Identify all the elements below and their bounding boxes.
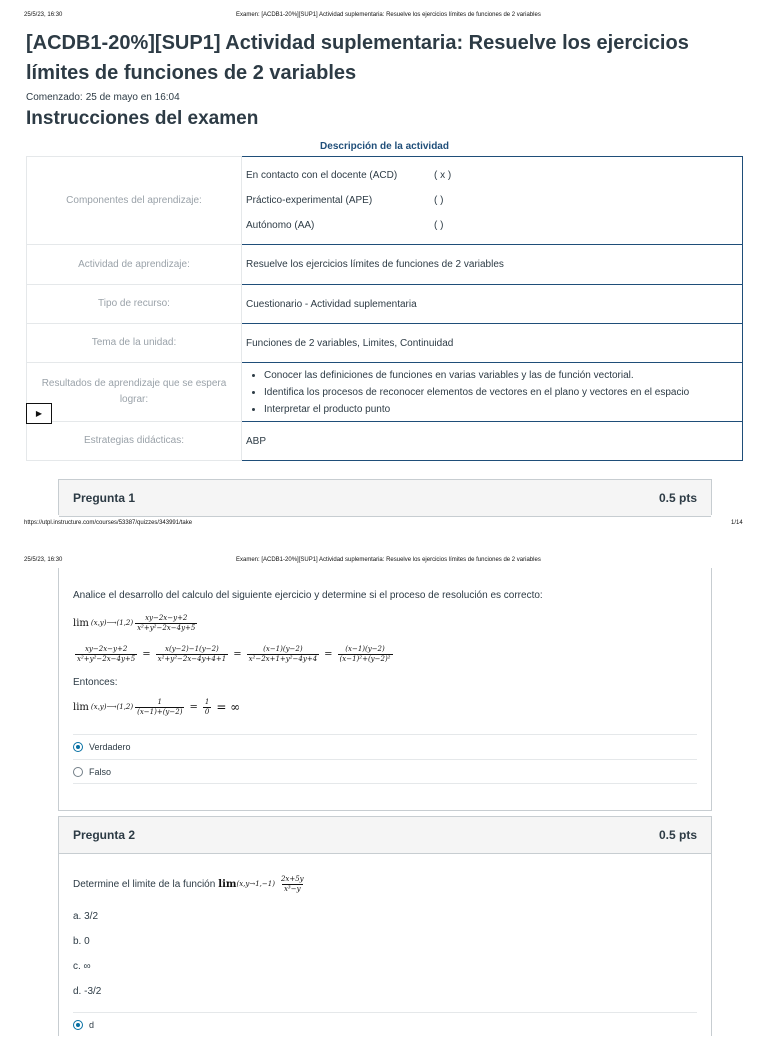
answer-label: Verdadero: [89, 742, 131, 752]
question-2-title: Pregunta 2: [73, 828, 136, 842]
fraction: [135, 614, 197, 633]
fraction: [135, 698, 184, 717]
answer-option-verdadero[interactable]: [73, 734, 697, 759]
lim-operator: lim: [73, 701, 89, 713]
denominator: x³−y: [283, 884, 301, 893]
strategies-value: ABP: [242, 422, 743, 461]
components-cell: [242, 157, 743, 245]
numerator: x(y−2)−1(y−2): [165, 644, 219, 653]
started-label: Comenzado:: [26, 92, 83, 103]
answer-option-falso[interactable]: [73, 759, 697, 784]
list-item: • Conocer las definiciones de funciones en varias variables y las de función vectorial.: [264, 367, 738, 384]
topic-label: Tema de la unidad:: [27, 324, 242, 363]
print-page-title: Examen: [ACDB1-20%][SUP1] Actividad suplementaria: Resuelve los ejercicios límites de funciones de 2 variables: [236, 557, 541, 563]
question-1-header: [59, 480, 711, 517]
row-activity: [27, 245, 743, 285]
denominator: x²+y²−2x−4y+5: [77, 654, 136, 663]
component-mark: ( ): [434, 195, 444, 206]
lim-operator: lim: [218, 878, 237, 890]
fraction: [247, 645, 320, 664]
print-datetime: 25/5/23, 16:30: [24, 557, 63, 563]
question-1-final-expression: [73, 694, 697, 720]
fraction: [279, 875, 306, 894]
lim-subscript: (x,y→1,−1): [236, 880, 275, 888]
print-header: [0, 0, 768, 18]
equals-sign: =: [233, 648, 242, 660]
answer-label: d: [89, 1020, 95, 1030]
lim-subscript: (x,y)⟶(1,2): [90, 619, 134, 627]
row-strategies: [27, 422, 743, 461]
started-info: [26, 92, 183, 103]
question-1-answers: [73, 734, 697, 784]
denominator: (x−1)²+(y−2)²: [339, 654, 391, 663]
then-label: Entonces:: [73, 677, 118, 688]
started-value: 25 de mayo en 16:04: [85, 92, 180, 103]
play-button[interactable]: [26, 403, 52, 424]
resource-label: Tipo de recurso:: [27, 285, 242, 324]
components-label: Componentes del aprendizaje:: [27, 157, 242, 245]
lim-subscript: (x,y)⟶(1,2): [90, 703, 134, 711]
activity-label: Actividad de aprendizaje:: [27, 245, 242, 285]
numerator: 2x+5y: [280, 874, 304, 883]
denominator: x²+y²−2x−4y+5: [137, 623, 196, 632]
component-name: En contacto con el docente (ACD): [246, 170, 398, 181]
quiz-title: [ACDB1-20%][SUP1] Actividad suplementaria: Resuelve los ejercicios límites de funciones de 2 variables: [26, 32, 689, 84]
component-name: Práctico-experimental (APE): [246, 195, 373, 206]
topic-value: Funciones de 2 variables, Limites, Continuidad: [242, 324, 743, 363]
question-1-steps: [73, 641, 697, 667]
component-mark: ( ): [434, 220, 444, 231]
choice-item: a. 3/2: [73, 911, 99, 922]
question-1-limit-expression: [73, 611, 697, 635]
equals-sign: =: [142, 648, 151, 660]
question-1-header-box: [58, 479, 712, 515]
question-1-points: 0.5 pts: [658, 491, 697, 505]
numerator: (x−1)(y−2): [263, 644, 303, 653]
outcomes-label: Resultados de aprendizaje que se espera lograr:: [27, 363, 242, 422]
numerator: xy−2x−y+2: [84, 644, 128, 653]
component-item: [246, 188, 738, 213]
answer-label: Falso: [89, 766, 112, 777]
equals-sign: =: [189, 701, 198, 713]
print-url: https://utpl.instructure.com/courses/53387/quizzes/343991/take: [24, 520, 193, 526]
activity-value: Resuelve los ejercicios límites de funciones de 2 variables: [242, 245, 743, 285]
radio-icon[interactable]: [73, 767, 83, 777]
numerator: 1: [157, 697, 163, 706]
question-2-prompt-row: [73, 872, 697, 896]
numerator: (x−1)(y−2): [345, 644, 385, 653]
component-mark: ( x ): [434, 170, 452, 181]
list-item: • Interpretar el producto punto: [264, 401, 738, 418]
choice-item: d. -3/2: [73, 986, 102, 997]
outcomes-list: [246, 367, 738, 418]
question-2-points: 0.5 pts: [658, 828, 697, 842]
fraction: [203, 698, 211, 717]
answer-option-d[interactable]: [73, 1012, 697, 1037]
row-components: [27, 157, 743, 245]
numerator: xy−2x−y+2: [145, 613, 188, 622]
question-2-header: [59, 817, 711, 854]
outcomes-cell: [242, 363, 743, 422]
question-1-prompt: Analice el desarrollo del calculo del siguiente ejercicio y determine si el proceso de resolución es correcto:: [73, 590, 543, 601]
radio-selected-icon[interactable]: [73, 742, 83, 752]
question-2: [58, 816, 712, 1036]
equals-sign: =: [324, 648, 333, 660]
denominator: (x−1)+(y−2): [137, 707, 183, 716]
fraction: [338, 645, 393, 664]
row-resource: [27, 285, 743, 324]
instructions-title: Instrucciones del examen: [26, 108, 259, 129]
print-page-title: Examen: [ACDB1-20%][SUP1] Actividad suplementaria: Resuelve los ejercicios límites de funciones de 2 variables: [236, 12, 541, 18]
question-1-body: [58, 568, 712, 811]
row-outcomes: [27, 363, 743, 422]
play-icon: ▶: [35, 409, 43, 418]
denominator: 0: [204, 707, 210, 716]
component-item: [246, 213, 738, 238]
question-2-choices: [73, 904, 697, 1004]
result-infinity: = ∞: [216, 700, 241, 714]
list-item: • Identifica los procesos de reconocer elementos de vectores en el plano y vectores en el espacio: [264, 384, 738, 401]
lim-operator: lim: [73, 617, 89, 629]
resource-value: Cuestionario - Actividad suplementaria: [242, 285, 743, 324]
fraction: [156, 645, 229, 664]
print-page-number: 1/14: [731, 520, 743, 526]
component-name: Autónomo (AA): [246, 220, 315, 231]
radio-selected-icon[interactable]: [73, 1020, 83, 1030]
component-item: [246, 163, 738, 188]
choice-item: b. 0: [73, 936, 90, 947]
print-header-page-2: [0, 545, 768, 563]
description-table: [26, 156, 743, 461]
description-title: Descripción de la actividad: [320, 141, 449, 152]
strategies-label: Estrategias didácticas:: [27, 422, 242, 461]
question-2-prompt: Determine el limite de la función: [73, 878, 216, 890]
print-datetime: 25/5/23, 16:30: [24, 12, 63, 18]
question-1-title: Pregunta 1: [73, 491, 136, 505]
denominator: x²+y²−2x−4y+4+1: [157, 654, 227, 663]
fraction: [75, 645, 137, 664]
numerator: 1: [204, 697, 210, 706]
row-topic: [27, 324, 743, 363]
denominator: x²−2x+1+y²−4y+4: [248, 654, 318, 663]
choice-item: c. ∞: [73, 961, 91, 972]
